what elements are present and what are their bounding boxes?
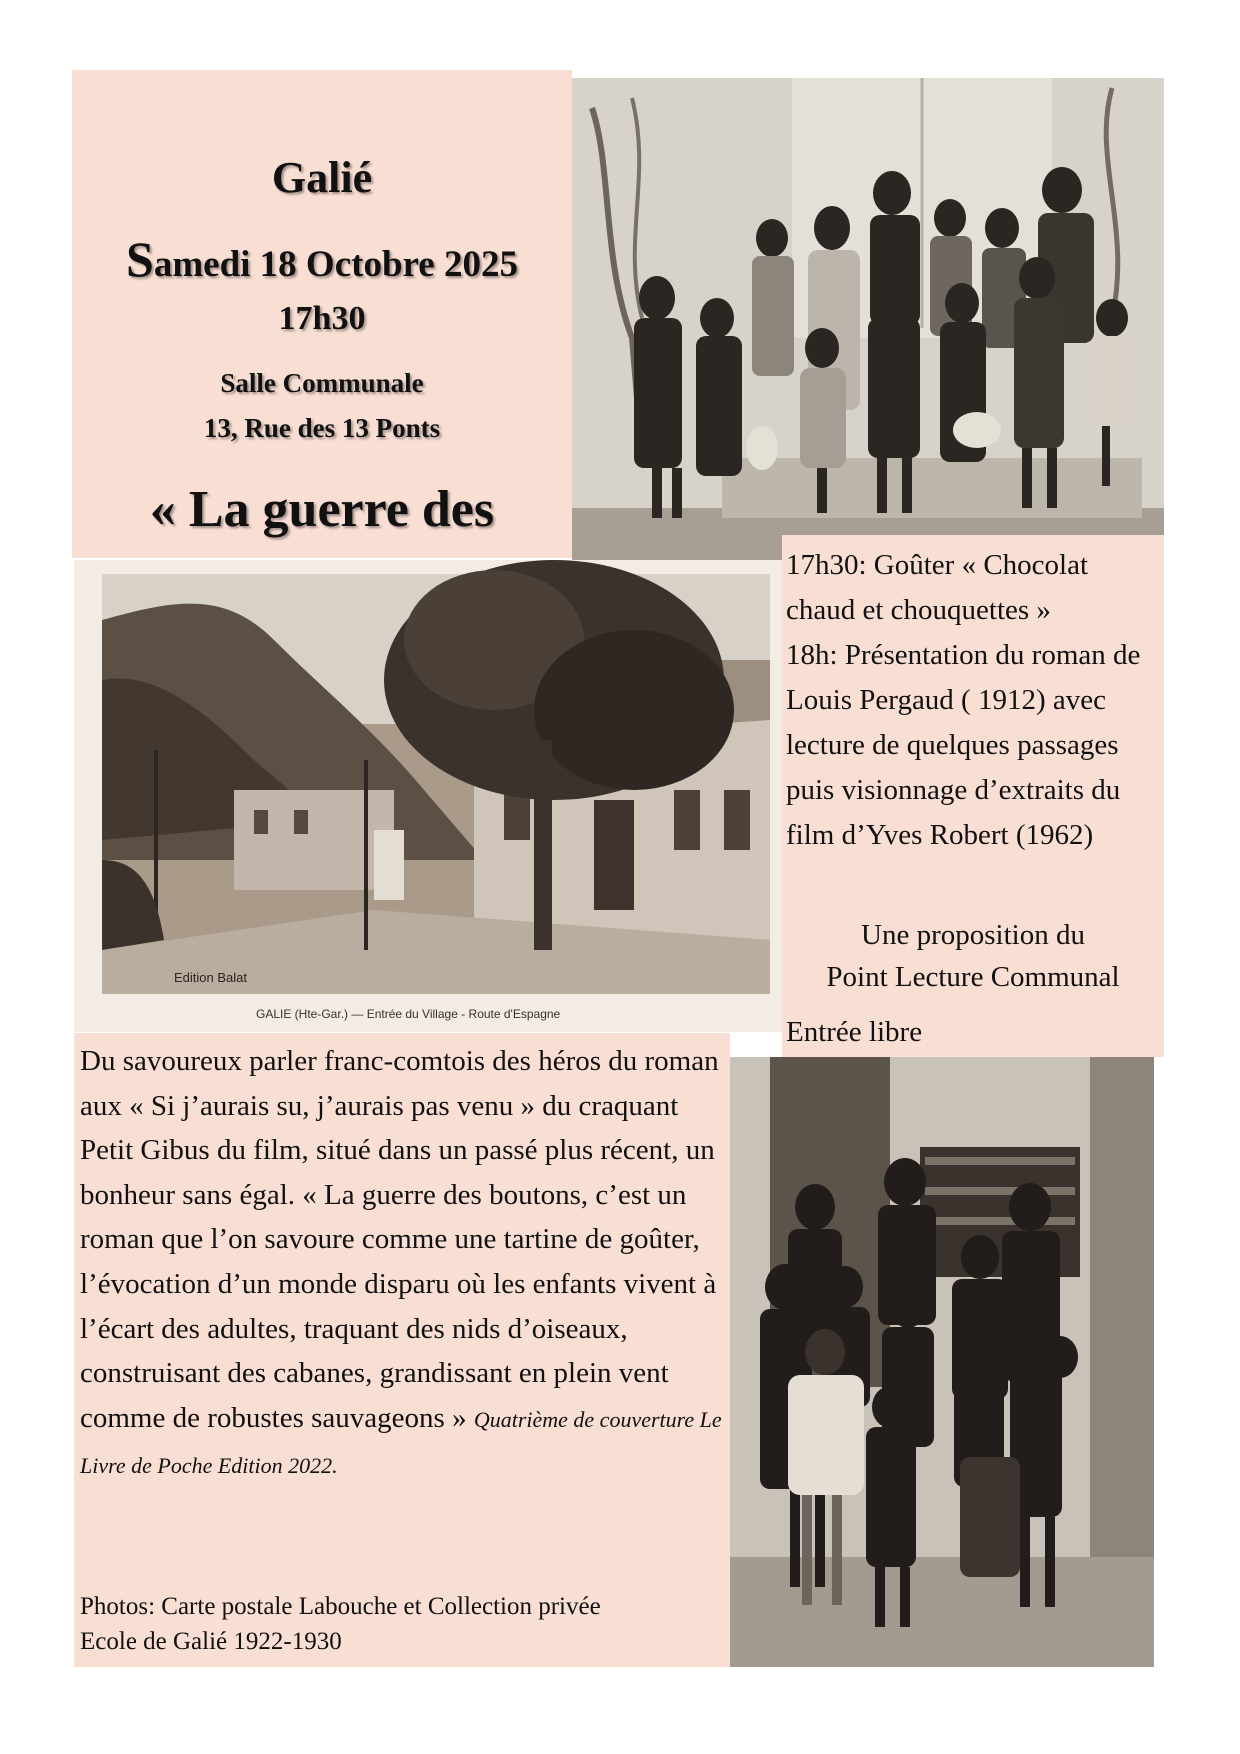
entry-info: Entrée libre <box>786 1016 923 1048</box>
event-title-panel <box>72 70 572 558</box>
event-date-initial: S <box>126 231 154 287</box>
book-title-line-1: « La guerre des <box>149 481 495 538</box>
description-text <box>80 1039 728 1489</box>
program-snack: 17h30: Goûter « Chocolat chaud et chouquettes » <box>786 549 1089 626</box>
photo-credits-line-2: Ecole de Galié 1922-1930 <box>80 1628 342 1655</box>
program-presentation: 18h: Présentation du roman de Louis Pergaud ( 1912) avec lecture de quelques passages puis visionnage d’extraits du film d’Yves Robert (1962) <box>786 639 1141 851</box>
proposal-line-1: Une proposition du <box>861 919 1085 951</box>
event-date <box>72 230 572 288</box>
photo-credits-line-1: Photos: Carte postale Labouche et Collection privée <box>80 1593 601 1620</box>
description-body: Du savoureux parler franc-comtois des héros du roman aux « Si j’aurais su, j’aurais pas venu » du craquant Petit Gibus du film, situé dans un passé plus récent, un bonheur sans égal. « La guerre des boutons, c’est un roman que l’on savoure comme une tartine de goûter, l’évocation d’un monde disparu où les enfants vivent à l’écart des adultes, traquant des nids d’oiseaux, construisant des cabanes, grandissant en plein vent comme de robustes sauvageons » <box>80 1045 719 1434</box>
event-date-rest: amedi 18 Octobre 2025 <box>153 244 518 285</box>
village-name: Galié <box>271 153 373 202</box>
event-time: 17h30 <box>278 300 366 337</box>
postcard-publisher: Edition Balat <box>174 970 247 985</box>
venue-address: 13, Rue des 13 Ponts <box>203 413 441 443</box>
description-source: Quatrième de couverture Le Livre de Poche Edition 2022. <box>80 1406 722 1479</box>
postcard-caption: GALIE (Hte-Gar.) — Entrée du Village - Route d'Espagne <box>256 1007 561 1021</box>
proposal-text <box>782 914 1164 998</box>
description-panel <box>74 1033 730 1667</box>
photo-credits <box>80 1589 601 1659</box>
school-children-photo-2 <box>730 1057 1154 1667</box>
venue-name: Salle Communale <box>220 368 424 398</box>
village-postcard-photo <box>74 560 782 1032</box>
proposal-line-2: Point Lecture Communal <box>826 961 1120 993</box>
school-children-photo-1 <box>572 78 1164 560</box>
